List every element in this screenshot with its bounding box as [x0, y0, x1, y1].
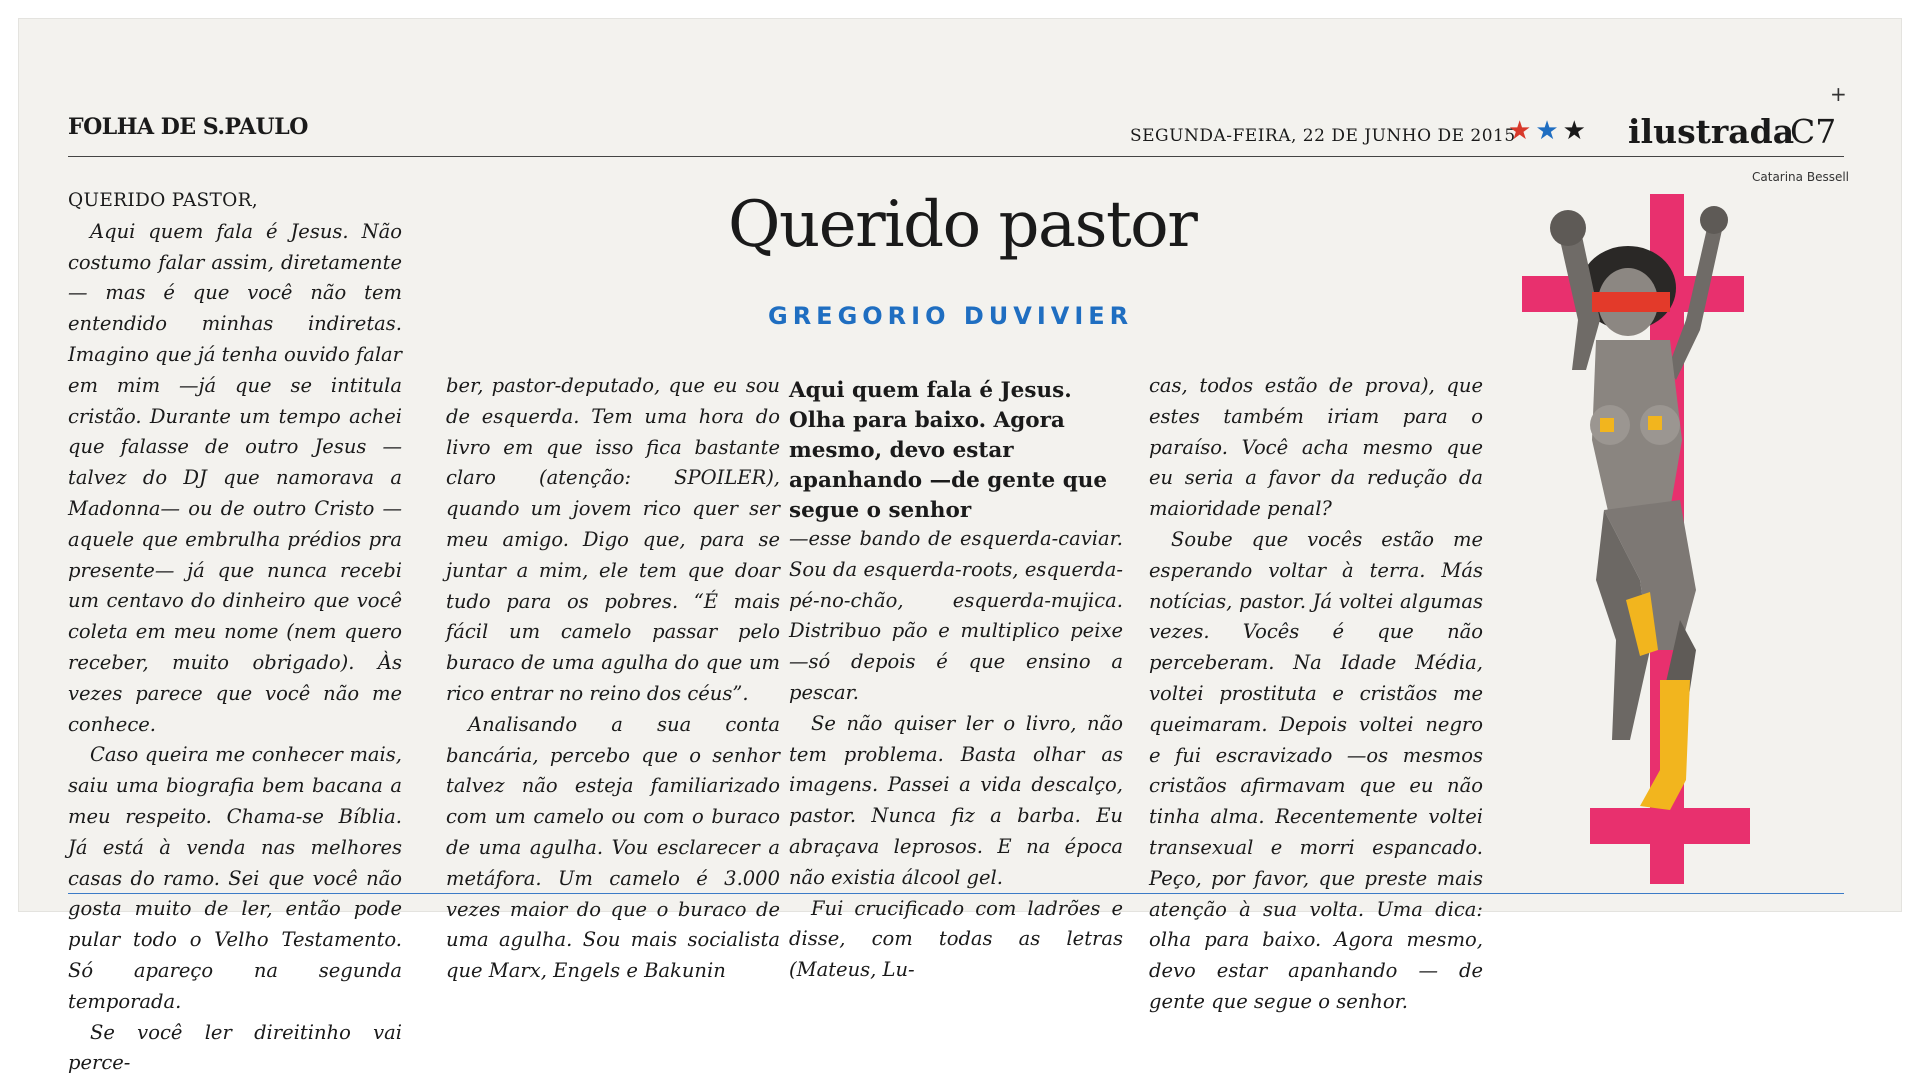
- paragraph: —esse bando de esquerda-caviar. Sou da esquerda-roots, esquerda-pé-no-chão, esquerda-mujica. Distribuo pão e multiplico peixe —só depois é que ensino a pescar.: [789, 527, 1123, 704]
- star-icon: ★: [1535, 116, 1563, 146]
- article-column-1: [68, 186, 402, 1079]
- section-stars: [1508, 116, 1590, 146]
- page-number: C7: [1790, 112, 1837, 151]
- paragraph: cas, todos estão de prova), que estes também iriam para o paraíso. Você acha mesmo que eu seria a favor da redução da maioridade penal?: [1149, 374, 1483, 521]
- paragraph: Analisando a sua conta bancária, percebo que o senhor talvez não esteja familiarizado com um camelo ou com o buraco de uma agulha. Vou esclarecer a metáfora. Um camelo é 3.000 vezes maior do que o buraco de uma agulha. Sou mais socialista que Marx, Engels e Bakunin: [446, 712, 780, 983]
- paragraph: Caso queira me conhecer mais, saiu uma biografia bem bacana a meu respeito. Chama-se Bíblia. Já está à venda nas melhores casas do ramo. Sei que você não gosta muito de ler, então pode pular todo o Velho Testamento. Só apareço na segunda temporada.: [68, 743, 402, 1013]
- pull-quote: Aqui quem fala é Jesus. Olha para baixo. Agora mesmo, devo estar apanhando —de gente que segue o senhor: [789, 378, 1108, 523]
- paragraph: Aqui quem fala é Jesus. Não costumo falar assim, diretamente — mas é que você não tem entendido minhas indiretas. Imagino que já tenha ouvido falar em mim —já que se intitula cristão. Durante um tempo achei que falasse de outro Jesus —talvez do DJ que namorava a Madonna— ou de outro Cristo —aquele que embrulha prédios pra presente— já que nunca recebi um centavo do dinheiro que você coleta em meu nome (nem quero receber, muito obrigado). Às vezes parece que você não me conhece.: [68, 219, 403, 736]
- paragraph: Soube que vocês estão me esperando voltar à terra. Más notícias, pastor. Já voltei algumas vezes. Vocês é que não perceberam. Na Idade Média, voltei prostituta e cristãos me queimaram. Depois voltei negro e fui escravizado —os mesmos cristãos afirmavam que eu não tinha alma. Recentemente voltei transexual e morri espancado. Peço, por favor, que preste mais atenção à sua volta. Uma dica: olha para baixo. Agora mesmo, devo estar apanhando — de gente que segue o senhor.: [1149, 527, 1483, 1013]
- star-icon: ★: [1508, 116, 1536, 146]
- yellow-accent: [1648, 416, 1662, 430]
- cross-base-bar: [1590, 808, 1750, 844]
- section-name: ilustrada: [1628, 112, 1795, 151]
- article-column-2: [446, 371, 780, 987]
- masthead: FOLHA DE S.PAULO: [68, 114, 308, 140]
- salutation: QUERIDO PASTOR,: [68, 190, 258, 211]
- collage-illustration: [1500, 180, 1760, 890]
- bottom-rule: [68, 893, 1844, 894]
- article-column-3: [789, 524, 1123, 986]
- article-byline: GREGORIO DUVIVIER: [768, 302, 1134, 330]
- eye-censor-bar: [1592, 292, 1670, 312]
- article-column-4: [1149, 371, 1483, 1018]
- issue-date: SEGUNDA-FEIRA, 22 DE JUNHO DE 2015: [1130, 126, 1516, 146]
- plus-icon: +: [1830, 82, 1847, 106]
- article-title: Querido pastor: [728, 188, 1197, 262]
- illustration-credit: Catarina Bessell: [1752, 170, 1850, 184]
- paragraph: Fui crucificado com ladrões e disse, com todas as letras (Mateus, Lu-: [789, 896, 1123, 982]
- paragraph: Se você ler direitinho vai perce-: [68, 1020, 402, 1075]
- paragraph: ber, pastor-deputado, que eu sou de esquerda. Tem uma hora do livro em que isso fica bastante claro (atenção: SPOILER), quando um jovem rico quer ser meu amigo. Digo que, para se juntar a mim, ele tem que doar tudo para os pobres. “É mais fácil um camelo passar pelo buraco de uma agulha do que um rico entrar no reino dos céus”.: [446, 374, 780, 705]
- star-icon: ★: [1562, 116, 1590, 146]
- page-header: [68, 112, 1844, 157]
- yellow-accent: [1600, 418, 1614, 432]
- paragraph: Se não quiser ler o livro, não tem problema. Basta olhar as imagens. Passei a vida descalço, pastor. Nunca fiz a barba. Eu abraçava leprosos. E na época não existia álcool gel.: [789, 711, 1123, 889]
